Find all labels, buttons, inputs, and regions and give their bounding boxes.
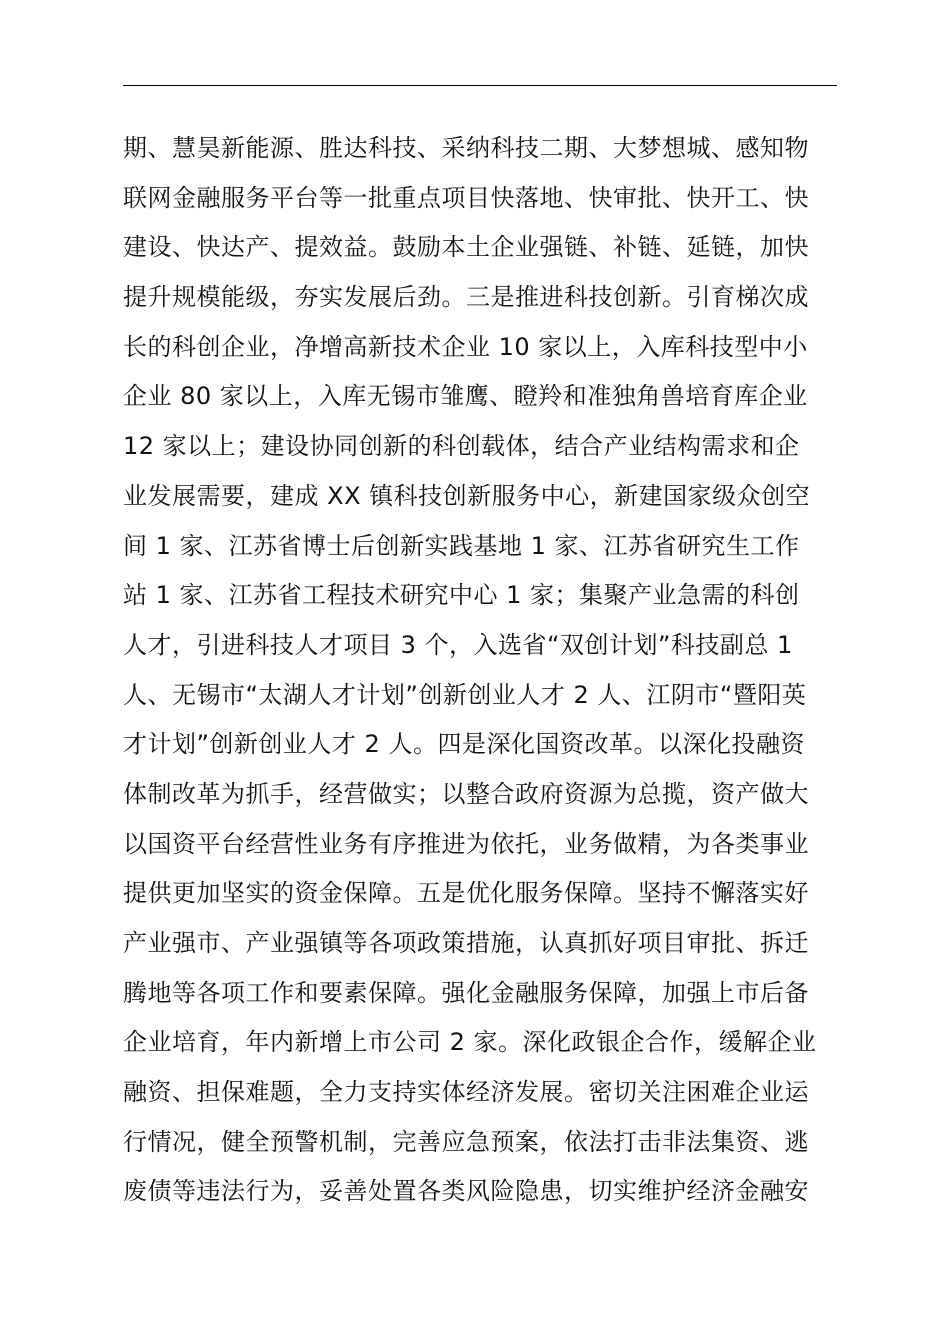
text-line: 业发展需要，建成 XX 镇科技创新服务中心，新建国家级众创空 [123, 481, 811, 510]
text-line: 12 家以上；建设协同创新的科创载体，结合产业结构需求和企 [123, 432, 800, 461]
text-line: 体制改革为抓手，经营做实；以整合政府资源为总揽，资产做大 [123, 779, 809, 808]
text-line: 才计划”创新创业人才 2 人。四是深化国资改革。以深化投融资 [123, 730, 805, 759]
text-line: 人才，引进科技人才项目 3 个，入选省“双创计划”科技副总 1 [123, 630, 793, 659]
text-line: 产业强市、产业强镇等各项政策措施，认真抓好项目审批、拆迁 [123, 929, 809, 957]
text-line: 废债等违法行为，妥善处置各类风险隐患，切实维护经济金融安 [123, 1177, 809, 1206]
text-line: 长的科创企业，净增高新技术企业 10 家以上，入库科技型中小 [123, 332, 808, 361]
text-line: 期、慧昊新能源、胜达科技、采纳科技二期、大梦想城、感知物 [123, 134, 809, 162]
text-line: 提供更加坚实的资金保障。五是优化服务保障。坚持不懈落实好 [123, 879, 809, 908]
text-line: 企业培育，年内新增上市公司 2 家。深化政银企合作，缓解企业 [123, 1028, 817, 1057]
text-line: 人、无锡市“太湖人才计划”创新创业人才 2 人、江阴市“暨阳英 [123, 680, 807, 709]
header-rule [123, 85, 837, 86]
text-line: 企业 80 家以上，入库无锡市雏鹰、瞪羚和准独角兽培育库企业 [123, 382, 808, 411]
text-line: 站 1 家、江苏省工程技术研究中心 1 家；集聚产业急需的科创 [123, 581, 800, 610]
text-line: 腾地等各项工作和要素保障。强化金融服务保障，加强上市后备 [123, 978, 809, 1007]
text-line: 行情况，健全预警机制，完善应急预案，依法打击非法集资、逃 [123, 1127, 809, 1156]
text-line: 提升规模能级，夯实发展后劲。三是推进科技创新。引育梯次成 [123, 283, 809, 312]
body-paragraph [123, 124, 843, 1217]
text-line: 以国资平台经营性业务有序推进为依托，业务做精，为各类事业 [123, 829, 809, 858]
text-line: 间 1 家、江苏省博士后创新实践基地 1 家、江苏省研究生工作 [123, 531, 800, 560]
text-line: 联网金融服务平台等一批重点项目快落地、快审批、快开工、快 [123, 183, 809, 212]
text-line: 融资、担保难题，全力支持实体经济发展。密切关注困难企业运 [123, 1078, 809, 1107]
text-line: 建设、快达产、提效益。鼓励本土企业强链、补链、延链，加快 [123, 233, 809, 262]
